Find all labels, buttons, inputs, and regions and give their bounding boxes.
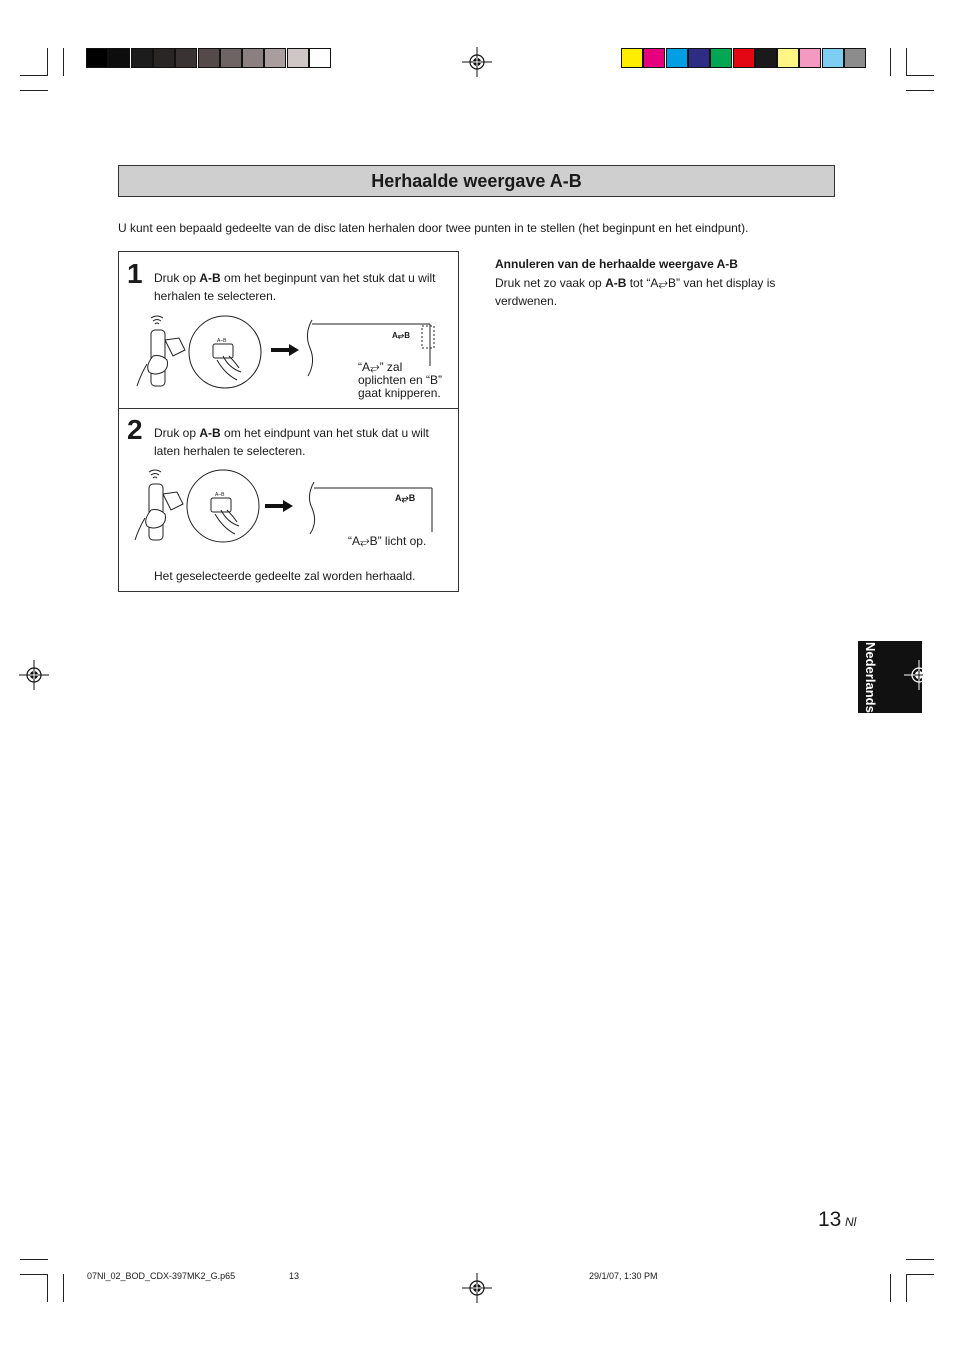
display-b: B bbox=[404, 331, 410, 340]
crop-mark bbox=[20, 1274, 48, 1275]
step-text: Druk op bbox=[154, 271, 200, 285]
color-swatch bbox=[621, 48, 643, 68]
crop-mark bbox=[906, 1274, 934, 1275]
step-2-text bbox=[154, 424, 459, 460]
steps-box bbox=[118, 251, 459, 592]
step-text: om het eindpunt van het stuk dat u wilt bbox=[220, 426, 429, 440]
crop-mark bbox=[890, 1274, 891, 1302]
grayscale-swatch bbox=[220, 48, 242, 68]
crop-mark bbox=[47, 48, 48, 76]
page-number-suffix: Nl bbox=[845, 1215, 857, 1229]
step-text: herhalen te selecteren. bbox=[154, 289, 277, 303]
key-name: A-B bbox=[199, 426, 221, 440]
step-2-caption: “A⥂B” licht op. bbox=[348, 534, 427, 548]
color-swatch bbox=[777, 48, 799, 68]
color-swatch bbox=[822, 48, 844, 68]
color-swatch bbox=[666, 48, 688, 68]
display-a: A bbox=[392, 331, 398, 340]
step-1-caption bbox=[358, 361, 442, 400]
grayscale-swatch bbox=[153, 48, 175, 68]
crop-mark bbox=[906, 48, 907, 76]
grayscale-swatch bbox=[287, 48, 309, 68]
cancel-text: tot “A⥂B” van het display is verdwenen. bbox=[495, 276, 776, 308]
footer-date: 29/1/07, 1:30 PM bbox=[589, 1271, 658, 1281]
cancel-body bbox=[495, 274, 825, 310]
display-a: A bbox=[395, 493, 402, 503]
repeat-loop-icon: ⥂ bbox=[397, 331, 405, 340]
grayscale-swatch bbox=[86, 48, 108, 68]
display-indicator bbox=[392, 329, 410, 342]
color-swatch bbox=[710, 48, 732, 68]
cancel-heading: Annuleren van de herhaalde weergave A-B bbox=[495, 257, 738, 271]
registration-target-icon bbox=[462, 1273, 492, 1303]
registration-target-icon bbox=[904, 660, 934, 690]
color-swatch bbox=[688, 48, 710, 68]
step-text: Druk op bbox=[154, 426, 200, 440]
grayscale-swatch bbox=[131, 48, 153, 68]
color-swatch bbox=[733, 48, 755, 68]
footer-filename: 07Nl_02_BOD_CDX-397MK2_G.p65 bbox=[87, 1271, 236, 1281]
display-indicator bbox=[395, 492, 415, 505]
remote-hand-illustration bbox=[127, 466, 277, 550]
cancel-text: Druk net zo vaak op bbox=[495, 276, 606, 290]
grayscale-swatch bbox=[175, 48, 197, 68]
crop-mark bbox=[63, 1274, 64, 1302]
remote-hand-illustration bbox=[129, 312, 279, 396]
footer-page: 13 bbox=[289, 1271, 300, 1281]
step-1-text bbox=[154, 269, 459, 305]
grayscale-swatch bbox=[242, 48, 264, 68]
crop-mark bbox=[906, 1259, 934, 1260]
grayscale-swatch bbox=[198, 48, 220, 68]
crop-mark bbox=[906, 1274, 907, 1302]
button-label: A–B bbox=[215, 492, 225, 498]
page-number: 13 bbox=[818, 1208, 842, 1231]
display-b: B bbox=[408, 493, 416, 503]
button-label: A–B bbox=[217, 338, 227, 344]
crop-mark bbox=[20, 90, 48, 91]
step-number: 2 bbox=[127, 414, 143, 445]
color-swatch bbox=[799, 48, 821, 68]
grayscale-swatch bbox=[264, 48, 286, 68]
crop-mark bbox=[20, 1259, 48, 1260]
step-number: 1 bbox=[127, 258, 143, 289]
caption-line: oplichten en “B” bbox=[358, 373, 443, 387]
step-2-result: Het geselecteerde gedeelte zal worden herhaald. bbox=[154, 569, 416, 583]
color-swatch bbox=[643, 48, 665, 68]
color-swatch bbox=[755, 48, 777, 68]
caption-line: gaat knipperen. bbox=[358, 386, 441, 400]
crop-mark bbox=[890, 48, 891, 76]
registration-target-icon bbox=[19, 660, 49, 690]
display-panel-illustration bbox=[304, 480, 454, 536]
key-name: A-B bbox=[605, 276, 627, 290]
crop-mark bbox=[20, 75, 48, 76]
repeat-loop-icon: ⥂ bbox=[401, 493, 409, 503]
step-divider bbox=[119, 408, 458, 409]
section-title: Herhaalde weergave A-B bbox=[118, 165, 835, 197]
crop-mark bbox=[906, 90, 934, 91]
step-text: om het beginpunt van het stuk dat u wilt bbox=[220, 271, 436, 285]
arrow-right-icon bbox=[271, 344, 299, 356]
crop-mark bbox=[63, 48, 64, 76]
caption-line: “A⥂” zal bbox=[358, 360, 403, 374]
key-name: A-B bbox=[199, 271, 221, 285]
crop-mark bbox=[47, 1274, 48, 1302]
step-text: laten herhalen te selecteren. bbox=[154, 444, 306, 458]
color-swatch bbox=[844, 48, 866, 68]
intro-text: U kunt een bepaald gedeelte van de disc laten herhalen door twee punten in te stellen (het beginpunt en het eindpunt). bbox=[118, 221, 749, 235]
grayscale-swatch bbox=[309, 48, 331, 68]
arrow-right-icon bbox=[265, 500, 293, 512]
crop-mark bbox=[906, 75, 934, 76]
grayscale-swatch bbox=[108, 48, 130, 68]
registration-target-icon bbox=[462, 47, 492, 77]
language-tab-label: Nederlands bbox=[863, 641, 878, 713]
